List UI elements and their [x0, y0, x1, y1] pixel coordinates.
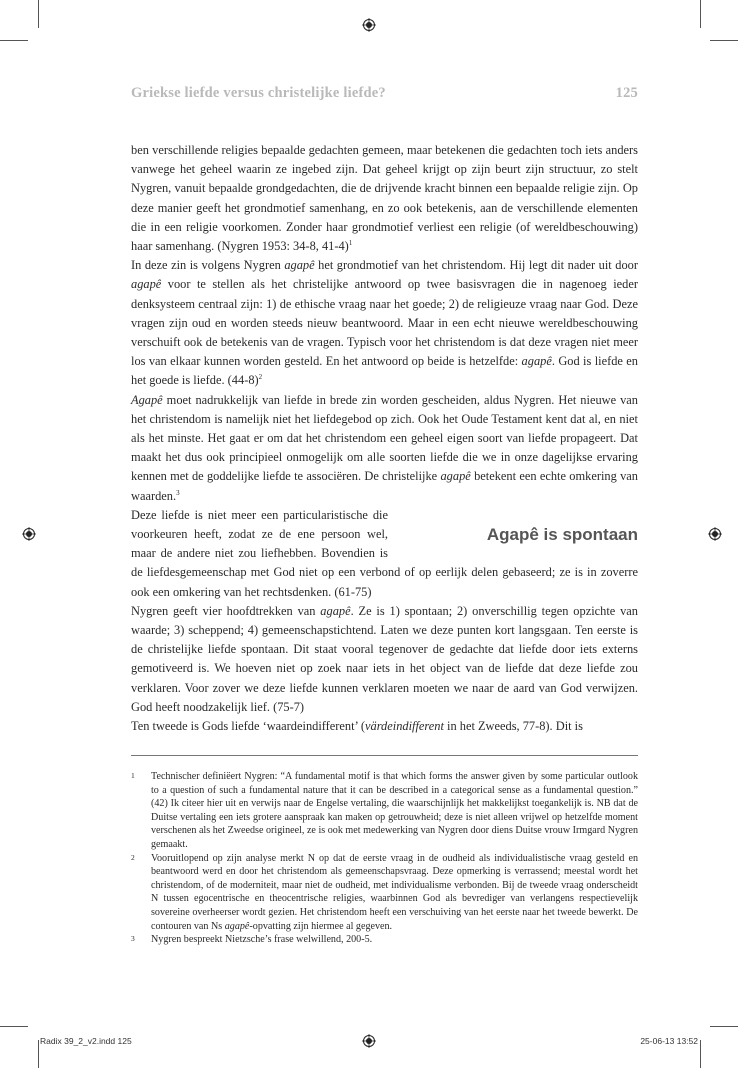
- footnote: [131, 770, 638, 852]
- crop-mark: [38, 1040, 39, 1068]
- crop-mark: [710, 1026, 738, 1027]
- crop-mark: [0, 40, 28, 41]
- footnote-divider: [131, 755, 638, 756]
- running-head-title: Griekse liefde versus christelijke liefde?: [131, 85, 386, 101]
- paragraph: ben verschillende religies bepaalde gedachten gemeen, maar betekenen die gedachten toch iets anders vanwege het geheel waarin ze ingebed zijn. Dat geheel krijgt op zijn beurt zijn structuur, zo stelt Nygren, vanuit bepaalde grondgedachten, die de drijvende kracht binnen een bepaalde religie zijn. Op deze manier geeft het grondmotief samenhang, en zo ook betekenis, aan de verschillende elementen die in een religie voorkomen. Zonder haar grondmotief verliest een religie (of wereldbeschouwing) haar samenhang. (Nygren 1953: 34-8, 41-4)$^1$: [131, 143, 638, 254]
- paragraph: Agapê moet nadrukkelijk van liefde in brede zin worden gescheiden, aldus Nygren. Het nieuwe van het christendom is namelijk niet het liefdegebod op zich. Ook het Oude Testament kent dat al, en niet als het minste. Het gaat er om dat het christendom een geheel eigen soort van liefde propageert. Dat maakt het dus ook principieel onmogelijk om alle soorten liefde die we in onze dagelijkse ervaring kennen met de goddelijke liefde te associëren. De christelijke agapê betekent een echte omkering van waarden.$^3$: [131, 392, 638, 503]
- footnote-ref[interactable]: 3: [176, 488, 180, 497]
- section-heading: Agapê is spontaan: [486, 524, 638, 544]
- paragraph: Deze liefde is niet meer een particularistische die voorkeuren heeft, zodat ze de ene persoon wel, maar de andere niet zou liefhebben. Bovendien is de liefdesgemeenschap met God niet op een verbond of op eerlijk delen gebaseerd; ze is in zoverre ook een omkering van het rechtsdenken. (61-75): [131, 507, 638, 599]
- paragraph: Ten tweede is Gods liefde ‘waardeindifferent’ (värdeindifferent in het Zweeds, 77-8). Dit is: [131, 719, 583, 734]
- footnote-text: Technischer definiëert Nygren: “A fundamental motif is that which forms the answer given by some particular outlook to a question of such a fundamental nature that it can be described in a categorical sense as a fundamental question.” (42) Ik citeer hier uit en verwijs naar de Engelse vertaling, die waarschijnlijk het makkelijkst toegankelijk is. NB dat de Duitse vertaling een iets grotere aanspraak kan maken op getrouwheid; deze is niet alleen vrijwel op hetzelfde moment verschenen als het Zweedse origineel, ze is ook met medewerking van Nygren door diens Duitse vrouw Irmgard Nygren gemaakt.: [151, 771, 638, 850]
- footnote-number: 1: [131, 771, 135, 780]
- crop-mark: [700, 0, 701, 28]
- running-head: [131, 85, 638, 102]
- footnote-number: 2: [131, 852, 135, 862]
- body-text: [131, 141, 638, 736]
- registration-mark-icon: [22, 527, 36, 541]
- page-number: 125: [615, 85, 638, 101]
- crop-mark: [38, 0, 39, 28]
- slug-file: Radix 39_2_v2.indd 125: [40, 1036, 132, 1046]
- slug-date: 25-06-13 13:52: [640, 1036, 698, 1046]
- footnotes: [131, 770, 638, 947]
- footnote-number: 3: [131, 934, 135, 944]
- registration-mark-icon: [362, 18, 376, 32]
- paragraph: In deze zin is volgens Nygren agapê het grondmotief van het christendom. Hij legt dit nader uit door agapê voor te stellen als het christelijke antwoord op twee basisvragen die in nagenoeg ieder denksysteem centraal zijn: 1) de ethische vraag naar het goede; 2) de religieuze vraag naar God. Deze vragen zijn oud en worden steeds nieuw beantwoord. Maar in een echt nieuwe wereldbeschouwing verschuift ook de betekenis van de vragen. Typisch voor het christendom is dat deze vragen niet meer los van elkaar kunnen worden gesteld. En het antwoord op beide is hetzelfde: agapê. God is liefde en het goede is liefde. $(44-8)^2$: [131, 258, 638, 388]
- registration-mark-icon: [362, 1034, 376, 1048]
- footnote: [131, 933, 638, 947]
- footnote-ref[interactable]: 2: [258, 373, 263, 382]
- footnote-text: Nygren bespreekt Nietzsche’s frase welwillend, 200-5.: [151, 934, 373, 946]
- registration-mark-icon: [708, 527, 722, 541]
- footnote-text: Vooruitlopend op zijn analyse merkt N op dat de eerste vraag in de oudheid als individualistische vraag gesteld en beantwoord werd en door het christendom als gemeenschapsvraag. Deze opmerking is verrassend; meestal wordt het christendom, of de moderniteit, maar niet de oudheid, met individualisme verbonden. Bij de tweede vraag onderscheidt N tussen egocentrische en theocentrische religies, waarbinnen God als bevrediger van verlangens respectievelijk sovereine overheerser wordt gezien. Het christendom heeft een verschuiving van het eerste naar het tweede bewerkt. De contouren van Ns agapê-opvatting zijn hiermee al gegeven.: [151, 852, 638, 932]
- crop-mark: [0, 1026, 28, 1027]
- crop-mark: [700, 1040, 701, 1068]
- crop-mark: [710, 40, 738, 41]
- footnote: [131, 852, 638, 934]
- paragraph: Nygren geeft vier hoofdtrekken van agapê. Ze is 1) spontaan; 2) onverschillig tegen opzichte van waarde; 3) scheppend; 4) gemeenschapstichtend. Laten we deze punten kort langsgaan. Ten eerste is de christelijke liefde spontaan. Dit staat vooral tegenover de gedachte dat liefde door iets externs gemotiveerd is. We hoeven niet op zoek naar iets in het object van de liefde dat deze liefde zou verklaren. Voor zover we deze liefde kunnen verklaren moeten we naar de aard van God verwijzen. God heeft noodzakelijk lief. (75-7): [131, 603, 638, 714]
- footnote-ref[interactable]: 1: [348, 238, 353, 247]
